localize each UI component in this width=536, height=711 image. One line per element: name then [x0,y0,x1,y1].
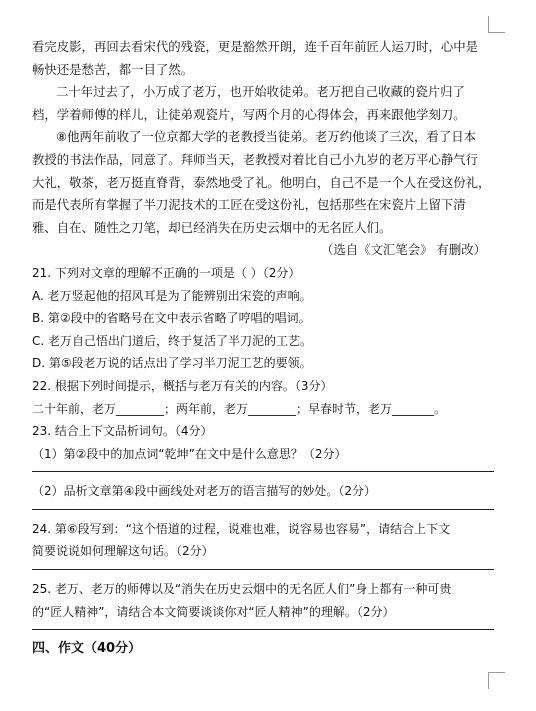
passage-line: 教授的书法作品，同意了。拜师当天，老教授对着比自己小九岁的老万平心静气行 [32,151,479,167]
passage-line: ⑧他两年前收了一位京都大学的老教授当徒弟。老万约他谈了三次，看了日本 [56,129,476,145]
question-21-option-c: C. 老万自己悟出门道后，终于复活了半刀泥的工艺。 [32,333,313,348]
passage-line: 而是代表所有掌握了半刀泥技术的工匠在受这份礼，包括那些在宋瓷片上留下清 [32,197,466,213]
passage-line: 二十年过去了，小万成了老万，也开始收徒弟。老万把自己收藏的瓷片归了 [56,84,465,100]
question-21-option-a: A. 老万竖起他的招风耳是为了能辨别出宋瓷的声响。 [32,288,312,303]
question-25-line1: 25. 老万、老万的师傅以及“消失在历史云烟中的无名匠人们”身上都有一种可贵 [32,582,452,597]
question-24-line2: 简要说说如何理解这句话。（2分） [32,544,214,559]
question-22-stem: 22. 根据下列时间提示，概括与老万有关的内容。（3分） [32,378,333,393]
answer-line [32,471,494,472]
answer-line [32,629,494,630]
question-25-line2: 的“匠人精神”，请结合本文简要谈谈你对“匠人精神”的理解。（2分） [32,604,395,619]
passage-line: 畅快还是愁苦，都一目了然。 [32,61,194,77]
passage-line: 大礼，敬茶，老万挺直脊背，泰然地受了礼。他明白，自己不是一个人在受这份礼， [32,174,491,190]
question-23-sub2: （2）品析文章第④段中画线处对老万的语言描写的妙处。（2分） [32,484,377,499]
passage-line: 看完皮影，再回去看宋代的残瓷，更是豁然开朗，连千百年前匠人运刀时，心中是 [32,39,479,54]
page-corner-mark-bottom [488,672,505,689]
answer-line [32,509,494,510]
source-citation: （选自《文汇笔会》 有删改） [320,242,486,258]
answer-line [32,569,494,570]
passage-line: 档，学着师傅的样儿，让徒弟观瓷片，写两个月的心得体会，再来跟他学刻刀。 [32,106,466,122]
question-23-sub1: （1）第②段中的加点词“乾坤”在文中是什么意思？（2分） [32,446,347,461]
question-21-option-b: B. 第②段中的省略号在文中表示省略了哼唱的唱词。 [32,311,311,326]
question-24-line1: 24. 第⑥段写到：“这个悟道的过程，说难也难，说容易也容易”，请结合上下文 [32,521,451,536]
exam-page [32,36,494,661]
question-23-stem: 23. 结合上下文品析词句。（4分） [32,424,213,439]
question-22-fill-blanks: 二十年前，老万________；两年前，老万________；早春时节，老万_______。 [32,401,447,416]
question-21-option-d: D. 第⑤段老万说的话点出了学习半刀泥工艺的要领。 [32,356,312,371]
section-heading-composition: 四、作文（40分） [32,641,142,657]
question-21-stem: 21. 下列对文章的理解不正确的一项是（ ）（2分） [32,265,301,280]
passage-line: 雅、自在、随性之刀笔，却已经消失在历史云烟中的无名匠人们。 [32,219,392,235]
page-corner-mark-top [488,16,505,33]
